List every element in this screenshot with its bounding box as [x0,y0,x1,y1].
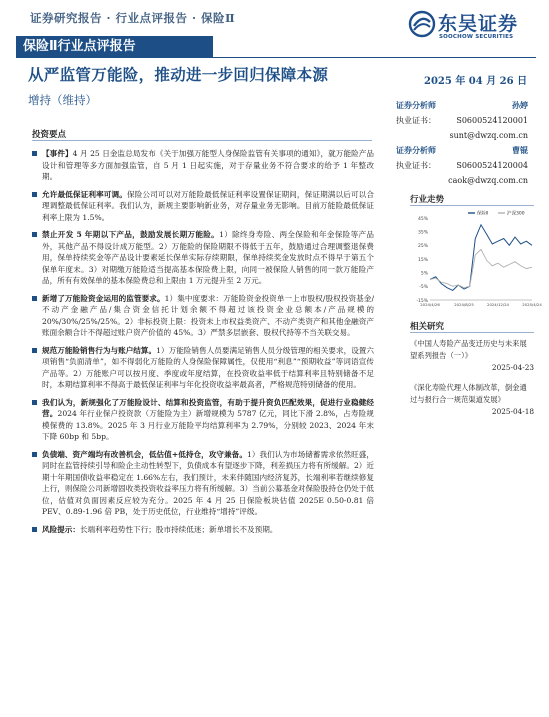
key-point-lead: 负债端、资产端均有改善机会，低估值+低持仓，攻守兼备。 [42,449,247,459]
y-tick-label: -15% [416,298,428,304]
key-point [32,345,374,391]
analyst-1-email[interactable]: sunt@dwzq.com.cn [449,131,528,140]
analyst-2-label: 证券分析师 [396,145,436,155]
y-tick-label: 5% [420,271,428,277]
key-point-text: 2024 年行业保户投资款（万能险为主）新增规模为 5787 亿元，同比下滑 2.8%，占寿险规模保费的 13.8%。2025 年 3 月行业万能险平均结算利率为 2.79%，分别较 2023、2024 年末下降 60bp 和 5bp。 [42,409,374,441]
x-tick-label: 2025/4/24 [522,302,542,307]
legend-label: 保险Ⅱ [477,211,489,217]
x-tick-label: 2024/8/25 [454,302,474,307]
related-item[interactable] [410,338,534,374]
key-points-title: 投资要点 [32,130,67,140]
analyst-2-header [396,143,528,158]
breadcrumb: 证券研究报告 · 行业点评报告 · 保险Ⅱ [30,11,236,25]
trend-title: 行业走势 [410,195,445,205]
key-point [32,229,374,287]
key-point-lead: 新增了万能险资金运用的监管要求。 [42,293,165,303]
analyst-2-cert-row [396,158,528,173]
key-point-text: 4 月 25 日金监总局发布《关于加强万能型人身保险监管有关事项的通知》，就万能险产品设计和管理等多方面加强监管，自 5 月 1 日起实施，对于存量业务不符合要求的给予 1 年整改期。 [42,149,375,181]
analyst-2-name: 曹锟 [512,145,528,155]
related-research-title: 相关研究 [410,322,445,332]
report-rating: 增持（维持） [28,93,97,107]
analyst-1-cert-row [396,113,528,128]
logo-name-cn: 东吴证券 [438,13,519,35]
logo-mark-icon [408,10,436,38]
key-points-divider [32,140,372,141]
related-item-title[interactable]: 《深化寿险代理人体制改革，倒金通过与报行合一规范渠道发展》 [410,383,527,404]
bullet-square-icon [32,192,37,197]
company-logo [408,8,534,46]
bullet-square-icon [32,400,37,405]
header-divider [16,57,536,58]
key-point-lead: 规范万能险销售行为与账户结算。 [42,345,157,355]
bullet-square-icon [32,527,37,532]
logo-name-en: SOOCHOW SECURITIES [439,34,514,40]
bullet-square-icon [32,151,37,156]
related-item-date: 2025-04-18 [491,407,534,416]
key-point-lead: 【事件】 [42,149,73,158]
key-point [32,293,374,339]
key-point-lead: 允许最低保证利率可调。 [42,189,127,199]
related-item[interactable] [410,382,534,418]
key-point-text: 长端利率趋势性下行；股市持续低迷；新单增长不及预期。 [79,524,278,534]
industry-trend-chart [408,208,542,316]
report-title: 从严监管万能险，推动进一步回归保障本源 [28,66,329,84]
y-tick-label: 15% [417,257,428,263]
bullet-square-icon [32,296,37,301]
related-divider [410,332,534,333]
report-section-label: 保险Ⅱ行业点评报告 [16,36,213,57]
report-date: 2025 年 04 月 26 日 [424,76,528,87]
x-tick-label: 2024/4/26 [420,302,440,307]
analyst-1-cert-label: 执业证书： [396,116,436,125]
key-point-text: 保险公司可以对万能险最低保证利率设置保证期间，保证期满以后可以合理调整最低保证利率。我们认为，新规主要影响新业务，对存量业务无影响。目前万能险最低保证利率上限为 1.5%。 [42,189,375,222]
legend-label: 沪深300 [507,211,525,217]
analyst-2-cert: S0600524120004 [456,161,528,170]
key-point-lead: 风险提示： [42,524,80,534]
analyst-2-email[interactable]: caok@dwzq.com.cn [448,176,528,185]
bullet-square-icon [32,348,37,353]
key-point-text: 1）万能险销售人员要满足销售人员分级管理的相关要求，设置六项销售“负面清单”，如不得弱化万能险的人身保险保障属性，仅使用“利息”“预期收益”等词语宣传产品等。2）万能账户可以按月度、季度或年度结算，在投资收益率低于结算利率且特别储备不足时，本期结算利率不得高于最低保证利率与年化投资收益率最高者，严格规范特别储备的使用。 [42,345,375,389]
analyst-1-name: 孙婷 [512,100,528,110]
bullet-square-icon [32,232,37,237]
y-tick-label: 25% [417,244,428,250]
key-points-list [32,148,374,541]
key-point-lead: 我们认为，新规强化了万能险设计、结算和投资监管，有助于提升资负匹配效果，促进行业稳健经营。 [42,397,374,418]
analyst-1-label: 证券分析师 [396,100,436,110]
key-point-text: 1）我们认为市场储蓄需求依然旺盛，同时在监管持续引导和险企主动性转型下，负债成本有望逐步下降，利差损压力将有所缓解。2）近期十年期国债收益率稳定在 1.66%左右，我们预计，未来伴随国内经济复苏，长端利率若继续修复上行，则保险公司新增固收类投资收益率压力将有所缓解。3）当前公募基金对保险股持仓仍处于低位，估值对负面因素反应较为充分。2025 年 4 月 25 日保险板块估值 2025E 0.50-0.81 倍 PEV、0.89-1.96 倍 PB，处于历史低位，行业维持“增持”评级。 [42,449,374,516]
trend-divider [410,205,534,206]
bullet-square-icon [32,452,37,457]
key-point-text: 1）除终身寿险、两全保险和年金保险等产品外，其他产品不得设计成万能型。2）万能险的保险期限不得低于五年，鼓励通过合理调整退保费用，保单持续奖金等产品设计要素延长保单实际存续期限，保单持续奖金发放时点不得早于第五个保单年度末。3）对期缴万能险适当提高基本保险费上限，向同一被保险人销售的同一款万能险产品，所有有效保单的基本保险费总和上限由 1 万元提升至 2 万元。 [42,230,374,285]
key-point-lead: 禁止开发 5 年期以下产品，鼓励发展长期万能险。 [42,230,220,239]
key-point [32,189,374,224]
y-tick-label: -5% [419,285,428,291]
key-point [32,148,374,183]
analyst-1-header [396,98,528,113]
y-tick-label: 35% [417,230,428,236]
key-point [32,524,374,536]
related-item-date: 2025-04-23 [491,363,534,372]
related-item-title[interactable]: 《中国人寿险产品变迁历史与未来展望系列报告（一）》 [410,339,527,360]
analyst-panel [396,98,528,188]
y-tick-label: 45% [417,216,428,222]
series-line-sector [430,225,532,291]
x-tick-label: 2024/12/24 [487,302,509,307]
analyst-2-cert-label: 执业证书： [396,161,436,170]
key-point [32,397,374,443]
key-point [32,449,374,518]
key-point-text: 1）集中度要求：万能险资金投资单一上市股权/股权投资基金/不动产金融产品/集合资金信托计划余额不得超过该投资金业总额本/产品规模的 20%/30%/25%/25%。2）非标投资上限：投资未上市权益类资产、不动产类资产和其他金融资产账面余额合计不得超过账户资产价值的 45%。3）严禁多层嵌套、股权代持等不当关联交易。 [42,293,375,337]
series-line-index [430,249,532,287]
analyst-1-cert: S0600524120001 [456,116,528,125]
